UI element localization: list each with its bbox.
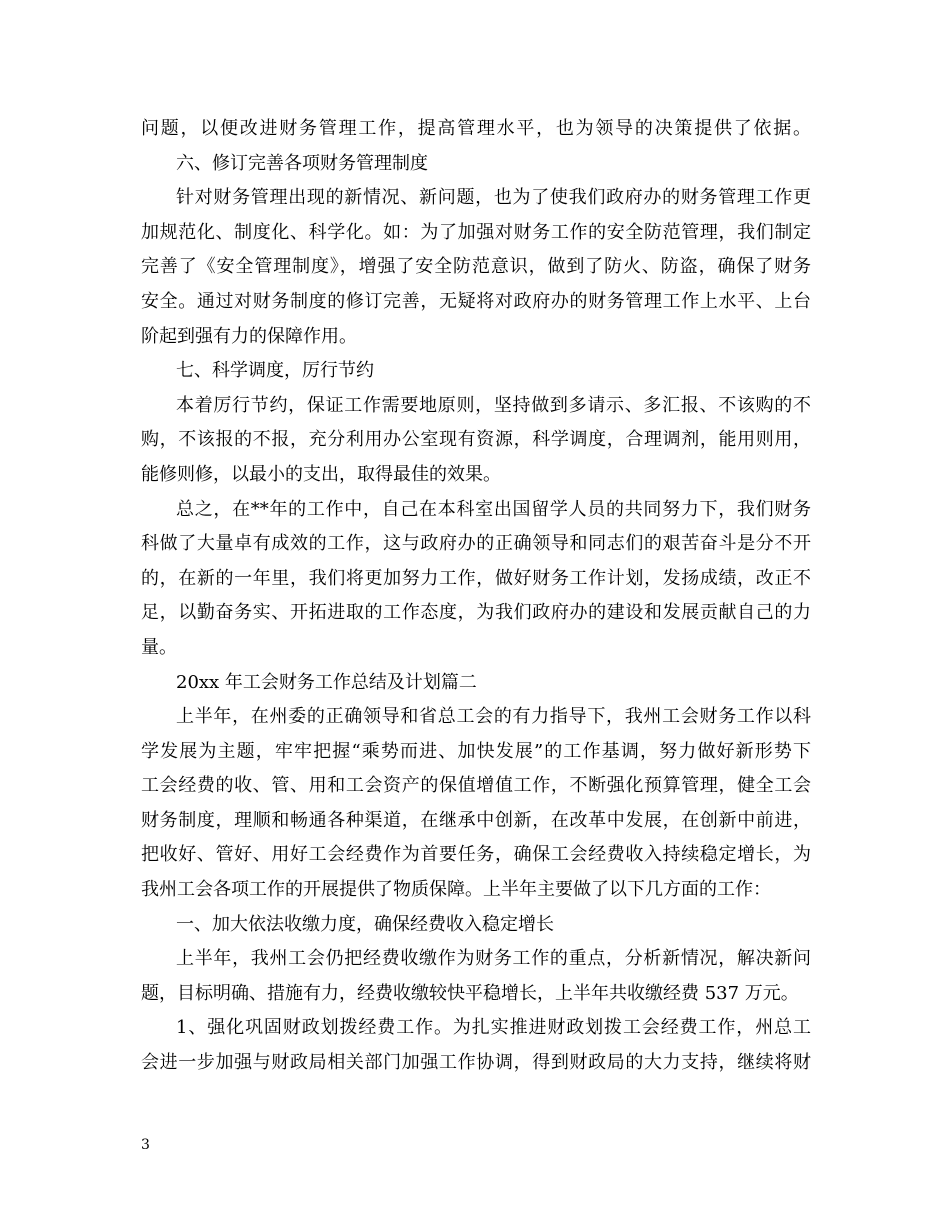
section-heading: 六、修订完善各项财务管理制度 — [176, 152, 428, 174]
section-heading: 一、加大依法收缴力度，确保经费收入稳定增长 — [176, 913, 554, 935]
section-heading: 七、科学调度，厉行节约 — [176, 360, 374, 382]
text-line: 工会经费的收、管、用和工会资产的保值增值工作，不断强化预算管理，健全工会 — [141, 775, 811, 797]
text-line: 完善了《安全管理制度》，增强了安全防范意识，做到了防火、防盗，确保了财务 — [141, 256, 811, 278]
text-line: 把收好、管好、用好工会经费作为首要任务，确保工会经费收入持续稳定增长，为 — [141, 844, 811, 866]
text-line: 安全。通过对财务制度的修订完善，无疑将对政府办的财务管理工作上水平、上台 — [141, 290, 811, 312]
text-line: 1、强化巩固财政划拨经费工作。为扎实推进财政划拨工会经费工作，州总工 — [176, 1017, 811, 1039]
page-number: 3 — [141, 1137, 150, 1153]
text-line: 问题，以便改进财务管理工作，提高管理水平，也为领导的决策提供了依据。 — [141, 118, 811, 139]
section-heading: 20xx 年工会财务工作总结及计划篇二 — [176, 671, 477, 693]
text-line: 能修则修，以最小的支出，取得最佳的效果。 — [141, 463, 501, 485]
text-line: 学发展为主题，牢牢把握“乘势而进、加快发展”的工作基调，努力做好新形势下 — [141, 740, 811, 762]
text-line: 量。 — [141, 636, 177, 658]
text-line: 科做了大量卓有成效的工作，这与政府办的正确领导和同志们的艰苦奋斗是分不开 — [141, 533, 811, 555]
text-line: 题，目标明确、措施有力，经费收缴较快平稳增长，上半年共收缴经费 537 万元。 — [141, 982, 799, 1004]
text-line: 上半年，在州委的正确领导和省总工会的有力指导下，我州工会财务工作以科 — [176, 706, 811, 728]
text-line: 总之，在**年的工作中，自己在本科室出国留学人员的共同努力下，我们财务 — [176, 498, 811, 520]
text-line: 我州工会各项工作的开展提供了物质保障。上半年主要做了以下几方面的工作： — [141, 879, 771, 901]
text-line: 阶起到强有力的保障作用。 — [141, 325, 357, 347]
text-line: 足，以勤奋务实、开拓进取的工作态度，为我们政府办的建设和发展贡献自己的力 — [141, 602, 811, 624]
text-line: 的，在新的一年里，我们将更加努力工作，做好财务工作计划，发扬成绩，改正不 — [141, 567, 811, 589]
text-line: 加规范化、制度化、科学化。如：为了加强对财务工作的安全防范管理，我们制定 — [141, 221, 811, 243]
text-line: 本着厉行节约，保证工作需要地原则，坚持做到多请示、多汇报、不该购的不 — [176, 394, 811, 416]
text-line: 财务制度，理顺和畅通各种渠道，在继承中创新，在改革中发展，在创新中前进， — [141, 809, 811, 831]
text-line: 购，不该报的不报，充分利用办公室现有资源，科学调度，合理调剂，能用则用， — [141, 429, 811, 451]
text-line: 会进一步加强与财政局相关部门加强工作协调，得到财政局的大力支持，继续将财 — [141, 1052, 811, 1074]
text-line: 上半年，我州工会仍把经费收缴作为财务工作的重点，分析新情况，解决新问 — [176, 948, 811, 970]
document-body — [141, 112, 811, 1081]
text-line: 针对财务管理出现的新情况、新问题，也为了使我们政府办的财务管理工作更 — [176, 187, 811, 209]
